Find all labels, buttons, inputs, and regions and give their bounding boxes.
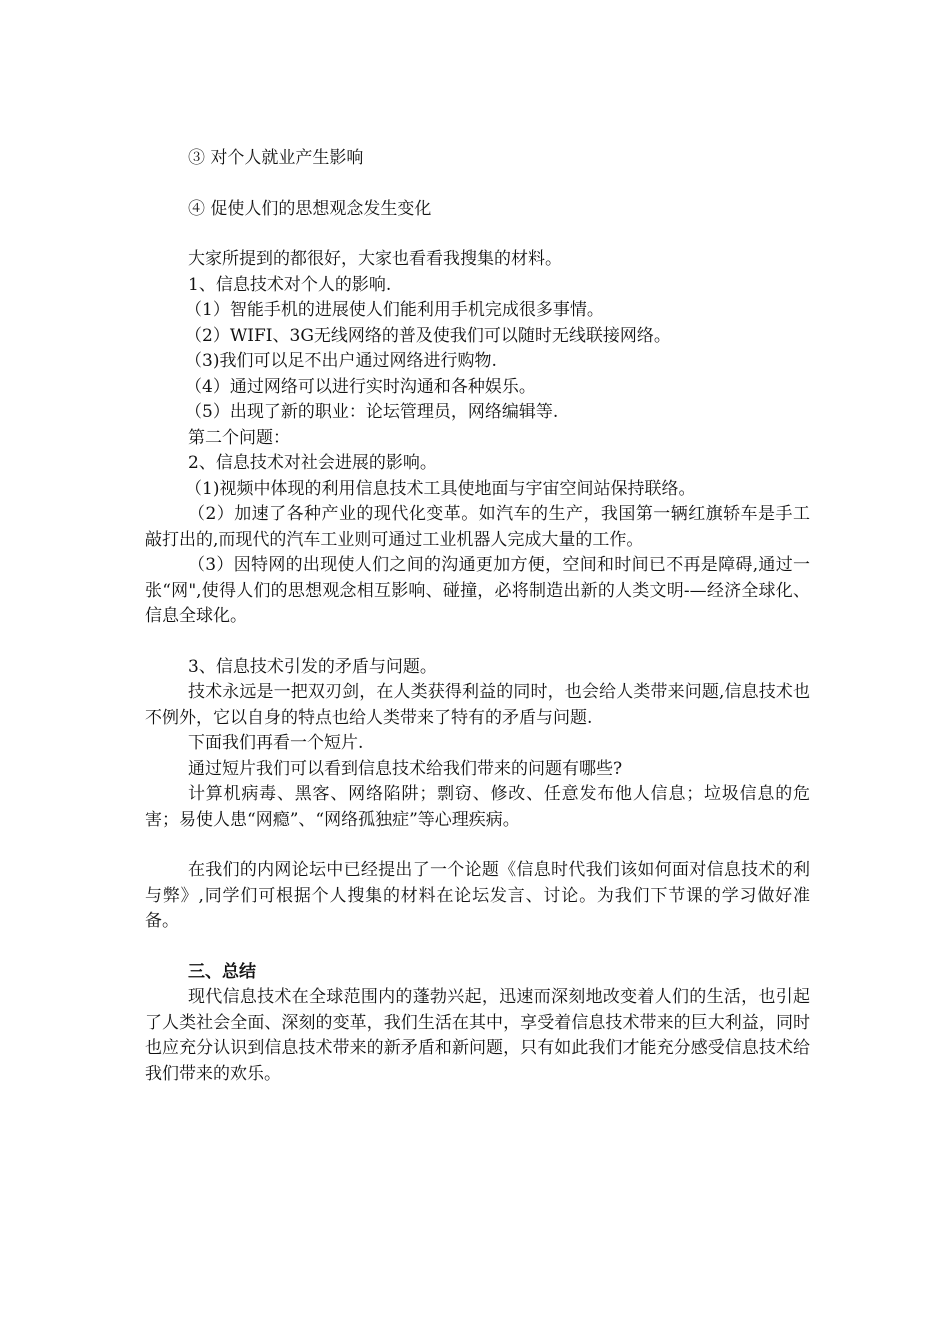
q1-point-5: （5）出现了新的职业：论坛管理员，网络编辑等.	[185, 402, 559, 422]
forum-paragraph: 在我们的内网论坛中已经提出了一个论题《信息时代我们该如何面对信息技术的利与弊》,同学们可根据个人搜集的材料在论坛发言、讨论。为我们下节课的学习做好准备。	[145, 860, 810, 931]
list-item-3: ③ 对个人就业产生影响	[188, 148, 364, 168]
second-question-label: 第二个问题：	[188, 427, 290, 448]
q1-point-1: （1）智能手机的进展使人们能利用手机完成很多事情。	[185, 300, 604, 320]
q1-point-3: （3)我们可以足不出户通过网络进行购物.	[185, 351, 497, 371]
q1-point-2: （2）WIFI、3G无线网络的普及使我们可以随时无线联接网络。	[185, 325, 671, 346]
q2-point-2: （2）加速了各种产业的现代化变革。如汽车的生产，我国第一辆红旗轿车是手工敲打出的,而现代的汽车工业则可通过工业机器人完成大量的工作。	[145, 504, 810, 550]
q3-title: 3、信息技术引发的矛盾与问题。	[188, 656, 437, 677]
q2-title: 2、信息技术对社会进展的影响。	[188, 453, 437, 473]
q2-point-3: （3）因特网的出现使人们之间的沟通更加方便，空间和时间已不再是障碍,通过一张“网",使得人们的思想观念相互影响、碰撞，必将制造出新的人类文明-—经济全球化、信息全球化。	[145, 555, 810, 626]
intro-text: 大家所提到的都很好，大家也看看我搜集的材料。	[188, 249, 562, 269]
list-item-4: ④ 促使人们的思想观念发生变化	[188, 198, 432, 219]
summary-heading: 三、总结	[188, 961, 256, 982]
q1-point-4: （4）通过网络可以进行实时沟通和各种娱乐。	[185, 376, 536, 397]
q3-paragraph-1: 技术永远是一把双刃剑，在人类获得利益的同时，也会给人类带来问题,信息技术也不例外，它以自身的特点也给人类带来了特有的矛盾与问题.	[145, 682, 810, 728]
q3-paragraph-3: 通过短片我们可以看到信息技术给我们带来的问题有哪些?	[188, 758, 623, 779]
q2-point-1: （1)视频中体现的利用信息技术工具使地面与宇宙空间站保持联络。	[185, 478, 696, 499]
q1-title: 1、信息技术对个人的影响.	[188, 274, 392, 295]
summary-paragraph: 现代信息技术在全球范围内的蓬勃兴起，迅速而深刻地改变着人们的生活，也引起了人类社会全面、深刻的变革，我们生活在其中，享受着信息技术带来的巨大利益，同时也应充分认识到信息技术带来的新矛盾和新问题，只有如此我们才能充分感受信息技术给我们带来的欢乐。	[145, 987, 810, 1084]
document-body	[145, 146, 810, 1087]
q3-paragraph-2: 下面我们再看一个短片.	[188, 733, 364, 753]
q3-paragraph-4: 计算机病毒、黑客、网络陷阱；剽窃、修改、任意发布他人信息；垃圾信息的危害；易使人患“网瘾”、“网络孤独症”等心理疾病。	[145, 784, 810, 830]
